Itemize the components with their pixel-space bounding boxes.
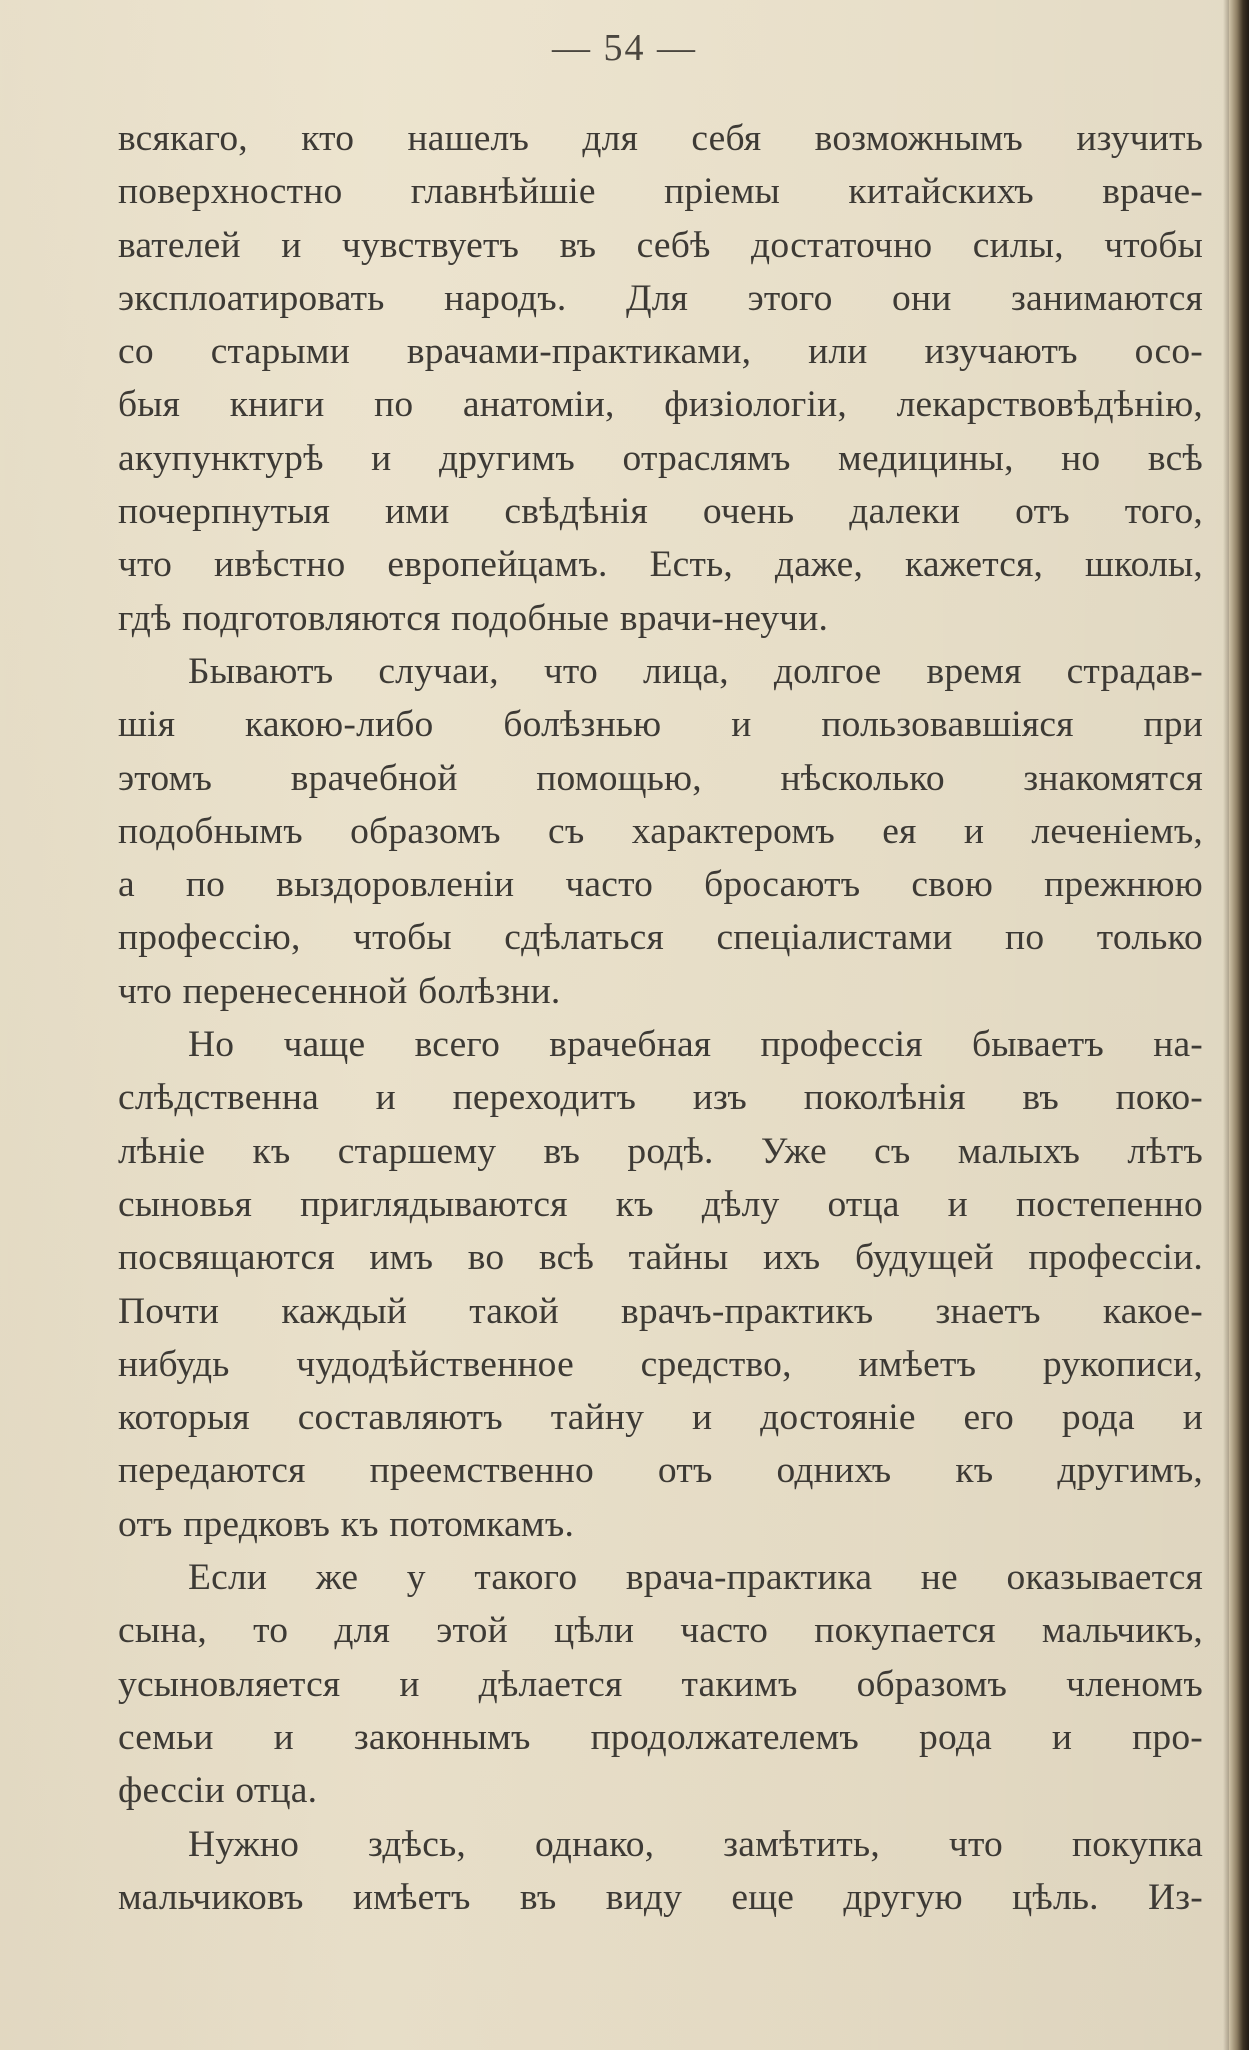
text-line: сыновья приглядываются къ дѣлу отца и постепенно [118, 1183, 1203, 1225]
paragraph-start-line: Нужно здѣсь, однако, замѣтить, что покупка [188, 1823, 1203, 1865]
text-line: посвящаются имъ во всѣ тайны ихъ будущей профессіи. [118, 1237, 1203, 1279]
text-line: усыновляется и дѣлается такимъ образомъ членомъ [118, 1663, 1203, 1705]
text-line: почерпнутыя ими свѣдѣнія очень далеки отъ того, [118, 491, 1203, 533]
text-line: шія какою-либо болѣзнью и пользовавшіяся при [118, 704, 1203, 746]
text-line: слѣдственна и переходитъ изъ поколѣнія въ поко- [118, 1077, 1203, 1119]
text-line: лѣніе къ старшему въ родѣ. Уже съ малыхъ лѣтъ [118, 1130, 1203, 1172]
page-number: — 54 — [552, 27, 697, 69]
text-line: этомъ врачебной помощью, нѣсколько знакомятся [118, 757, 1203, 799]
text-line: мальчиковъ имѣетъ въ виду еще другую цѣль. Из- [118, 1876, 1203, 1918]
text-line: быя книги по анатоміи, физіологіи, лекарствовѣдѣнію, [118, 384, 1203, 426]
text-line: профессію, чтобы сдѣлаться спеціалистами по только [118, 917, 1203, 959]
text-line: что перенесенной болѣзни. [118, 970, 561, 1012]
text-line: вателей и чувствуетъ въ себѣ достаточно силы, чтобы [118, 224, 1203, 266]
paragraph-start-line: Но чаще всего врачебная профессія бываетъ на- [188, 1024, 1203, 1066]
text-line: всякаго, кто нашелъ для себя возможнымъ изучить [118, 118, 1203, 159]
text-line: передаются преемственно отъ однихъ къ другимъ, [118, 1450, 1203, 1492]
text-line: со старыми врачами-практиками, или изучаютъ осо- [118, 331, 1203, 373]
page-text [118, 112, 1203, 1924]
text-line: фессіи отца. [118, 1770, 318, 1812]
text-line: семьи и законнымъ продолжателемъ рода и про- [118, 1716, 1203, 1758]
text-line: сына, то для этой цѣли часто покупается мальчикъ, [118, 1610, 1203, 1652]
text-line: Почти каждый такой врачъ-практикъ знаетъ какое- [118, 1290, 1203, 1332]
book-spine [1229, 0, 1249, 2050]
text-line: гдѣ подготовляются подобные врачи-неучи. [118, 597, 829, 639]
text-line: поверхностно главнѣйшіе пріемы китайскихъ враче- [118, 171, 1203, 213]
text-line: которыя составляютъ тайну и достояніе его рода и [118, 1397, 1203, 1439]
text-line: эксплоатировать народъ. Для этого они занимаются [118, 277, 1203, 319]
text-line: нибудь чудодѣйственное средство, имѣетъ рукописи, [118, 1343, 1203, 1385]
paragraph-start-line: Бываютъ случаи, что лица, долгое время страдав- [188, 650, 1203, 692]
text-line: акупунктурѣ и другимъ отраслямъ медицины, но всѣ [118, 437, 1203, 479]
text-line: отъ предковъ къ потомкамъ. [118, 1503, 575, 1545]
paragraph-start-line: Если же у такого врача-практика не оказывается [188, 1557, 1203, 1599]
text-line: подобнымъ образомъ съ характеромъ ея и леченіемъ, [118, 810, 1203, 852]
text-line: что ивѣстно европейцамъ. Есть, даже, кажется, школы, [118, 544, 1203, 586]
text-line: а по выздоровленіи часто бросаютъ свою прежнюю [118, 864, 1203, 906]
